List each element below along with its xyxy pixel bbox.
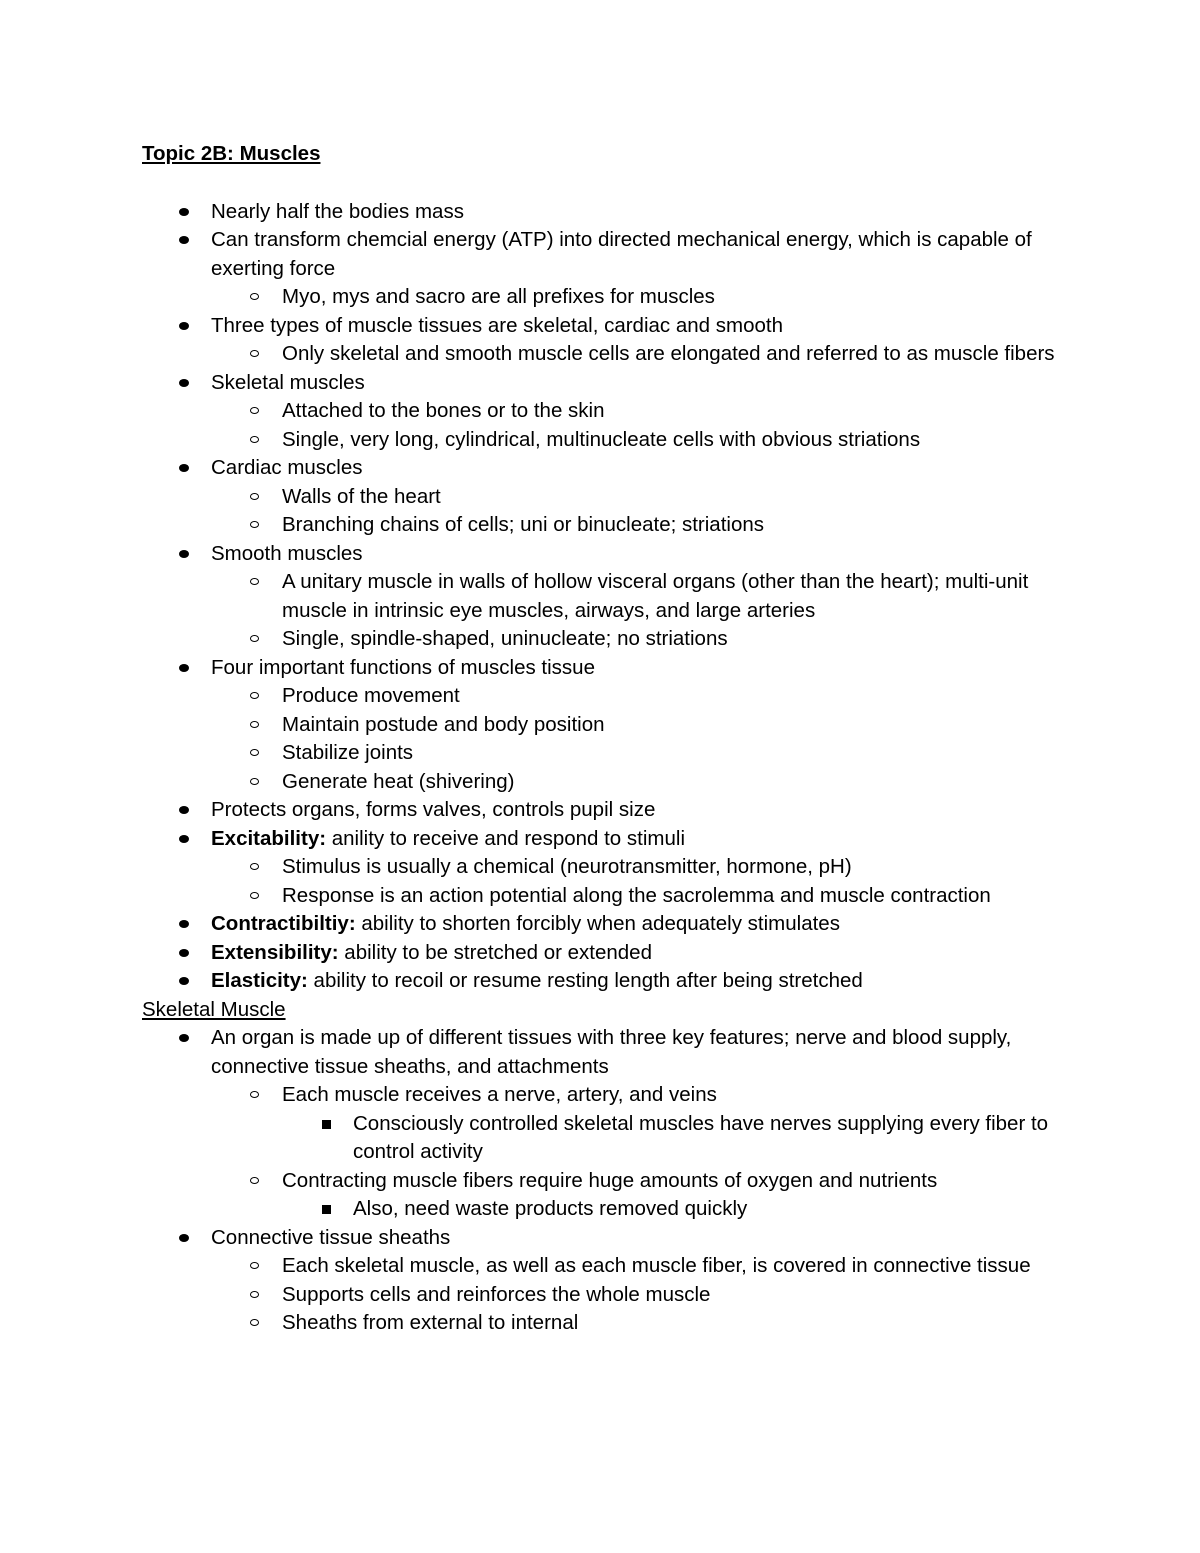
list-item: Three types of muscle tissues are skeletal, cardiac and smooth Only skeletal and smooth muscle cells are elongated and referred to as muscle fibers [142, 312, 1082, 369]
sub-list-item: Attached to the bones or to the skin [142, 397, 1082, 426]
filled-bullet-icon [179, 664, 189, 672]
list-item: Contractibiltiy: ability to shorten forcibly when adequately stimulates [142, 910, 1082, 939]
sub-list-item: Produce movement [142, 682, 1082, 711]
filled-bullet-icon [179, 208, 189, 216]
sub-list-item: Contracting muscle fibers require huge amounts of oxygen and nutrients Also, need waste products removed quickly [142, 1167, 1082, 1224]
hollow-bullet-icon [250, 749, 259, 756]
sub-list [142, 283, 1082, 312]
sub-sub-list [142, 1195, 1082, 1224]
sub-list [142, 483, 1082, 540]
sub-list [142, 1081, 1082, 1224]
hollow-bullet-icon [250, 493, 259, 500]
filled-bullet-icon [179, 1234, 189, 1242]
term-label: Contractibiltiy: [211, 912, 356, 935]
list-item: Connective tissue sheaths Each skeletal muscle, as well as each muscle fiber, is covered in connective tissue Supports cells and reinforces the whole muscle Sheaths from external to internal [142, 1224, 1082, 1338]
section-heading: Skeletal Muscle [142, 997, 286, 1021]
hollow-bullet-icon [250, 436, 259, 443]
filled-bullet-icon [179, 464, 189, 472]
hollow-bullet-icon [250, 1091, 259, 1098]
filled-bullet-icon [179, 949, 189, 957]
sub-list [142, 568, 1082, 654]
sub-list-item: Each muscle receives a nerve, artery, and veins Consciously controlled skeletal muscles have nerves supplying every fiber to control activity [142, 1081, 1082, 1167]
square-bullet-icon [322, 1205, 331, 1214]
list-item: Extensibility: ability to be stretched or extended [142, 939, 1082, 968]
sub-sub-list-item: Consciously controlled skeletal muscles have nerves supplying every fiber to control activity [142, 1110, 1082, 1167]
hollow-bullet-icon [250, 778, 259, 785]
hollow-bullet-icon [250, 635, 259, 642]
filled-bullet-icon [179, 920, 189, 928]
sub-list-item: Sheaths from external to internal [142, 1309, 1082, 1338]
hollow-bullet-icon [250, 721, 259, 728]
hollow-bullet-icon [250, 350, 259, 357]
sub-sub-list [142, 1110, 1082, 1167]
page-title: Topic 2B: Muscles [142, 142, 321, 165]
sub-list [142, 340, 1082, 369]
filled-bullet-icon [179, 379, 189, 387]
hollow-bullet-icon [250, 1291, 259, 1298]
hollow-bullet-icon [250, 407, 259, 414]
sub-list-item: Maintain postude and body position [142, 711, 1082, 740]
list-item: Four important functions of muscles tissue Produce movement Maintain postude and body position Stabilize joints Generate heat (shivering) [142, 654, 1082, 797]
sub-list [142, 1252, 1082, 1338]
sub-list [142, 682, 1082, 796]
sub-list-item: Each skeletal muscle, as well as each muscle fiber, is covered in connective tissue [142, 1252, 1082, 1281]
sub-list-item: Stimulus is usually a chemical (neurotransmitter, hormone, pH) [142, 853, 1082, 882]
term-label: Elasticity: [211, 969, 308, 992]
sub-list-item: Branching chains of cells; uni or binucleate; striations [142, 511, 1082, 540]
filled-bullet-icon [179, 977, 189, 985]
list-item: Elasticity: ability to recoil or resume resting length after being stretched [142, 967, 1082, 996]
sub-list-item: Stabilize joints [142, 739, 1082, 768]
sub-list-item: Myo, mys and sacro are all prefixes for muscles [142, 283, 1082, 312]
topic-list [142, 198, 1082, 996]
list-item: Nearly half the bodies mass [142, 198, 1082, 227]
sub-list-item: A unitary muscle in walls of hollow visceral organs (other than the heart); multi-unit muscle in intrinsic eye muscles, airways, and large arteries [142, 568, 1082, 625]
list-item: Skeletal muscles Attached to the bones or to the skin Single, very long, cylindrical, multinucleate cells with obvious striations [142, 369, 1082, 455]
filled-bullet-icon [179, 322, 189, 330]
hollow-bullet-icon [250, 692, 259, 699]
sub-list-item: Only skeletal and smooth muscle cells are elongated and referred to as muscle fibers [142, 340, 1082, 369]
list-item: Cardiac muscles Walls of the heart Branching chains of cells; uni or binucleate; striations [142, 454, 1082, 540]
sub-list-item: Single, very long, cylindrical, multinucleate cells with obvious striations [142, 426, 1082, 455]
sub-list [142, 853, 1082, 910]
sub-list-item: Response is an action potential along the sacrolemma and muscle contraction [142, 882, 1082, 911]
list-item: Smooth muscles A unitary muscle in walls of hollow visceral organs (other than the heart); multi-unit muscle in intrinsic eye muscles, airways, and large arteries Single, spindle-shaped, uninucleate; no striations [142, 540, 1082, 654]
filled-bullet-icon [179, 550, 189, 558]
filled-bullet-icon [179, 806, 189, 814]
hollow-bullet-icon [250, 863, 259, 870]
sub-list-item: Generate heat (shivering) [142, 768, 1082, 797]
hollow-bullet-icon [250, 1262, 259, 1269]
term-label: Excitability: [211, 826, 327, 850]
sub-sub-list-item: Also, need waste products removed quickly [142, 1195, 1082, 1224]
filled-bullet-icon [179, 835, 189, 843]
list-item: An organ is made up of different tissues with three key features; nerve and blood supply, connective tissue sheaths, and attachments Each muscle receives a nerve, artery, and veins Consciously controlled skeletal muscles have nerves supplying every fiber to control activity Contracting muscle fibers require huge amounts of oxygen and nutrients Also, need waste products removed quickly [142, 1024, 1082, 1224]
hollow-bullet-icon [250, 892, 259, 899]
filled-bullet-icon [179, 1034, 189, 1042]
sub-list-item: Walls of the heart [142, 483, 1082, 512]
document-page [142, 140, 1082, 1338]
filled-bullet-icon [179, 236, 189, 244]
list-item: Protects organs, forms valves, controls pupil size [142, 796, 1082, 825]
list-item: Can transform chemcial energy (ATP) into directed mechanical energy, which is capable of exerting force Myo, mys and sacro are all prefixes for muscles [142, 226, 1082, 312]
sub-list [142, 397, 1082, 454]
section-list [142, 1024, 1082, 1338]
term-label: Extensibility: [211, 940, 339, 964]
hollow-bullet-icon [250, 521, 259, 528]
list-item: Excitability: anility to receive and respond to stimuli Stimulus is usually a chemical (neurotransmitter, hormone, pH) Response is an action potential along the sacrolemma and muscle contraction [142, 825, 1082, 911]
hollow-bullet-icon [250, 1319, 259, 1326]
square-bullet-icon [322, 1120, 331, 1129]
sub-list-item: Supports cells and reinforces the whole muscle [142, 1281, 1082, 1310]
sub-list-item: Single, spindle-shaped, uninucleate; no striations [142, 625, 1082, 654]
hollow-bullet-icon [250, 1177, 259, 1184]
hollow-bullet-icon [250, 293, 259, 300]
hollow-bullet-icon [250, 578, 259, 585]
